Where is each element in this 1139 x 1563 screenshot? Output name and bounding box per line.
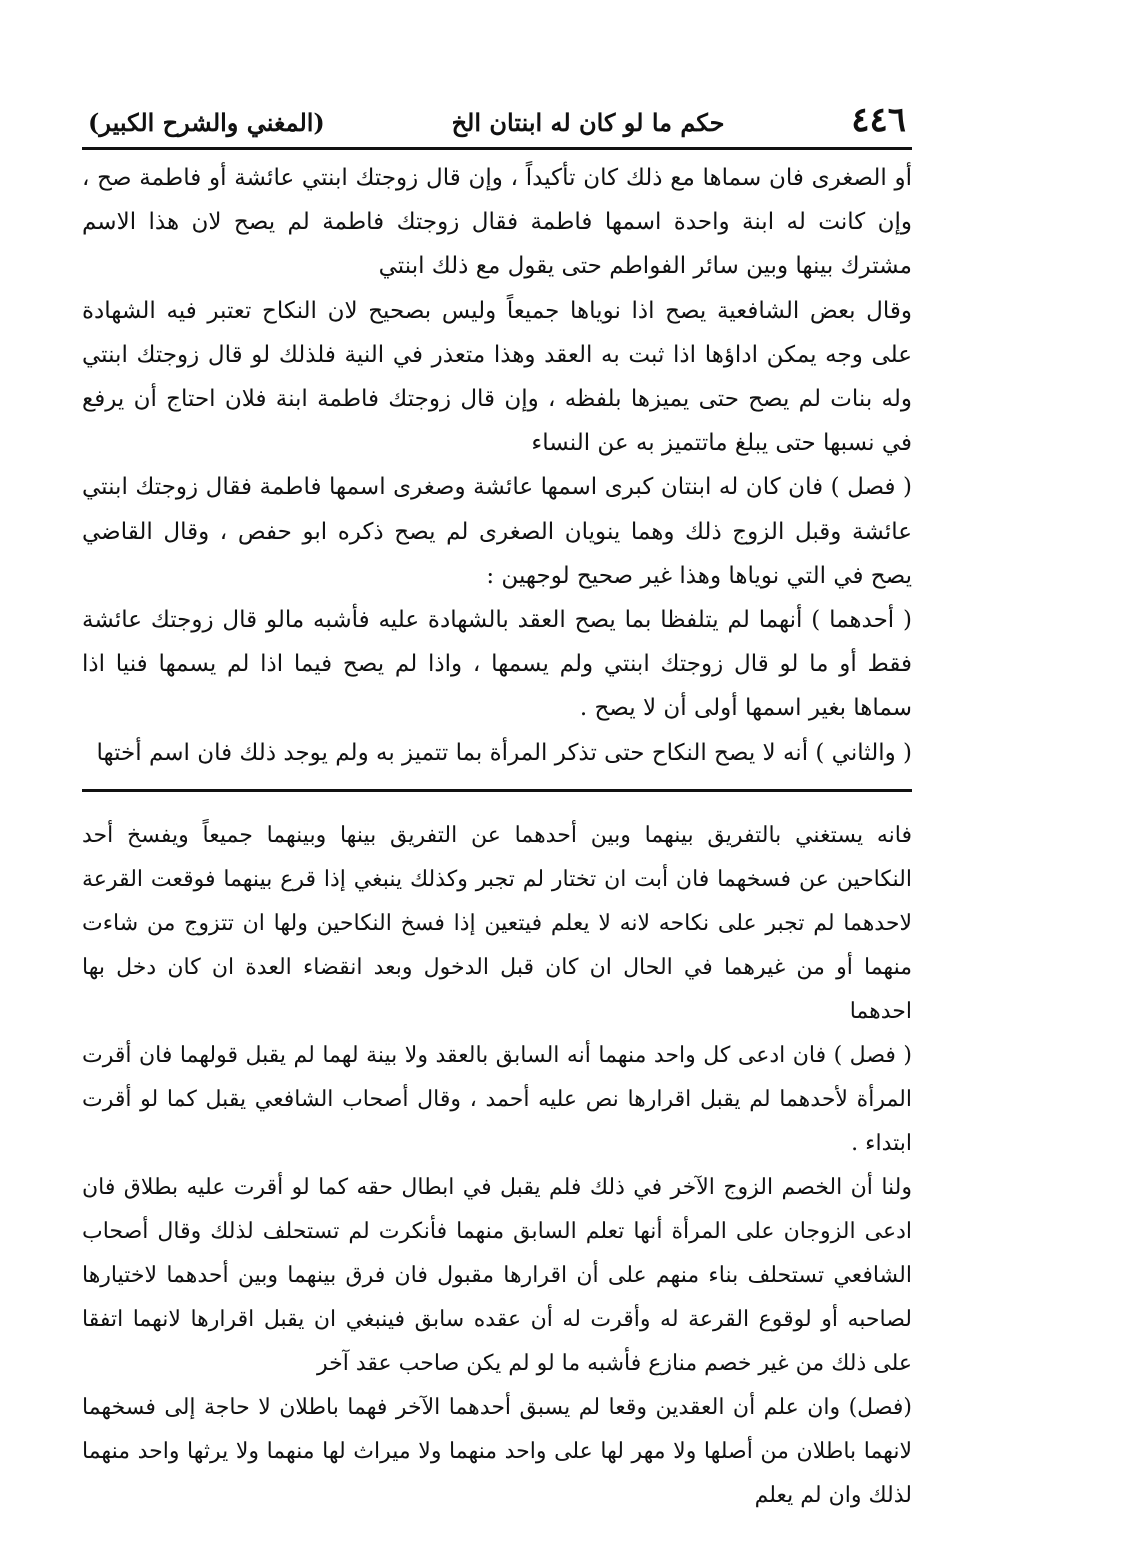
- main-paragraph: ( أحدهما ) أنهما لم يتلفظا بما يصح العقد بالشهادة عليه فأشبه مالو قال زوجتك عائشة فقط أو ما لو قال زوجتك ابنتي ولم يسمها ، واذا لم يصح فيما اذا لم يسمها فنيا اذا سماها بغير اسمها أولى أن لا يصح .: [82, 607, 912, 722]
- main-paragraph: أو الصغرى فان سماها مع ذلك كان تأكيداً ، وإن قال زوجتك ابنتي عائشة أو فاطمة صح ، وإن كانت له ابنة واحدة اسمها فاطمة فقال زوجتك فاطمة لم يصح لان هذا الاسم مشترك بينها وبين سائر الفواطم حتى يقول مع ذلك ابنتي: [82, 165, 912, 280]
- main-text: [82, 156, 912, 775]
- lower-commentary: [82, 814, 912, 1518]
- commentary-paragraph: (فصل) وان علم أن العقدين وقعا لم يسبق أحدهما الآخر فهما باطلان لا حاجة إلى فسخهما لانهما باطلان من أصلها ولا مهر لها على واحد منهما ولا ميراث لها منهما ولا يرثها واحد منهما لذلك وان لم يعلم: [82, 1394, 912, 1508]
- running-header: [82, 95, 912, 145]
- chapter-title: حكم ما لو كان له ابنتان الخ: [451, 108, 725, 137]
- main-paragraph: وقال بعض الشافعية يصح اذا نوياها جميعاً وليس بصحيح لان النكاح تعتبر فيه الشهادة على وجه يمكن اداؤها اذا ثبت به العقد وهذا متعذر في النية فلذلك لو قال زوجتك ابنتي وله بنات لم يصح حتى يميزها بلفظه ، وإن قال زوجتك فاطمة ابنة فلان احتاج أن يرفع في نسبها حتى يبلغ ماتتميز به عن النساء: [82, 297, 912, 457]
- main-paragraph: ( فصل ) فان كان له ابنتان كبرى اسمها عائشة وصغرى اسمها فاطمة فقال زوجتك ابنتي عائشة وقبل الزوج ذلك وهما ينويان الصغرى لم يصح ذكره ابو حفص ، وقال القاضي يصح في التي نوياها وهذا غير صحيح لوجهين :: [82, 474, 913, 589]
- section-separator: [82, 789, 912, 792]
- commentary-paragraph: ( فصل ) فان ادعى كل واحد منهما أنه السابق بالعقد ولا بينة لهما لم يقبل قولهما فان أقرت المرأة لأحدهما لم يقبل اقرارها نص عليه أحمد ، وقال أصحاب الشافعي يقبل كما لو أقرت ابتداء .: [82, 1042, 912, 1156]
- main-paragraph: ( والثاني ) أنه لا يصح النكاح حتى تذكر المرأة بما تتميز به ولم يوجد ذلك فان اسم أختها: [96, 739, 912, 766]
- book-title: (المغني والشرح الكبير): [88, 108, 325, 137]
- commentary-paragraph: فانه يستغني بالتفريق بينهما وبين أحدهما عن التفريق بينها وبينهما جميعاً ويفسخ أحد النكاحين عن فسخهما فان أبت ان تختار لم تجبر وكذلك ينبغي إذا قرع بينهما فوقعت القرعة لاحدهما لم تجبر على نكاحه لانه لا يعلم فيتعين إذا فسخ النكاحين ولها ان تتزوج من شاءت منهما أو من غيرهما في الحال ان كان قبل الدخول وبعد انقضاء العدة ان كان دخل بها احدهما: [82, 822, 912, 1024]
- book-page: [82, 95, 912, 1525]
- page-number: ٤٤٦: [851, 100, 906, 140]
- commentary-paragraph: ولنا أن الخصم الزوج الآخر في ذلك فلم يقبل في ابطال حقه كما لو أقرت عليه بطلاق فان ادعى الزوجان على المرأة أنها تعلم السابق منهما فأنكرت لم تستحلف لذلك وقال أصحاب الشافعي تستحلف بناء منهم على أن اقرارها مقبول فان فرق بينهما وبين أحدهما لاختيارها لصاحبه أو لوقوع القرعة له وأقرت له أن عقده سابق فينبغي ان يقبل اقرارها لانهما اتفقا على ذلك من غير خصم منازع فأشبه ما لو لم يكن صاحب عقد آخر: [82, 1174, 912, 1376]
